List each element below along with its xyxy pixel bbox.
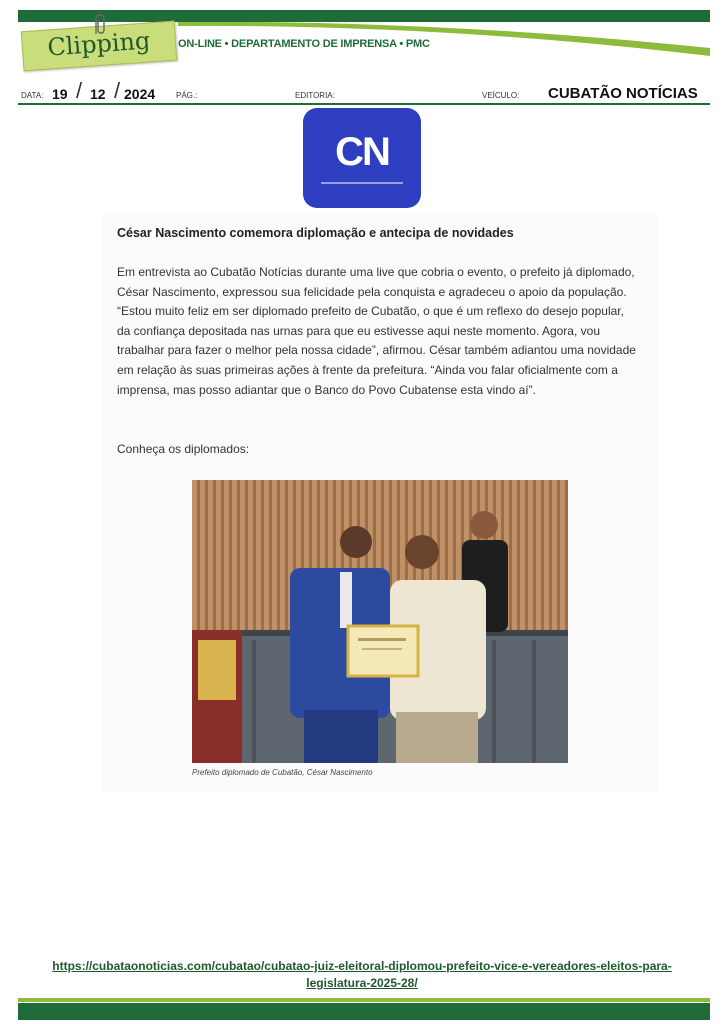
photo-caption: Prefeito diplomado de Cubatão, César Nascimento <box>192 768 373 777</box>
footer-light-stripe <box>18 998 710 1002</box>
header-top-bar <box>18 10 710 22</box>
date-month: 12 <box>90 86 106 102</box>
meta-divider <box>18 103 710 105</box>
date-label: DATA: <box>21 91 44 100</box>
clipping-logo-text: Clipping <box>46 26 152 62</box>
clipping-meta-row <box>18 80 710 104</box>
veiculo-name: CUBATÃO NOTÍCIAS <box>548 85 698 102</box>
date-separator: / <box>114 78 121 103</box>
cn-logo-letters: CN <box>335 130 389 174</box>
department-title: ON-LINE • DEPARTAMENTO DE IMPRENSA • PMC <box>178 38 430 50</box>
source-url-link[interactable]: https://cubataonoticias.com/cubatao/cubatao-juiz-eleitoral-diplomou-prefeito-vice-e-vereadores-eleitos-para-legislatura-2025-28/ <box>52 959 672 990</box>
article-body: Em entrevista ao Cubatão Notícias durante uma live que cobria o evento, o prefeito já diplomado, César Nascimento, expressou sua felicidade pela conquista e agradeceu o apoio da população. “Estou muito feliz em ser diplomado prefeito de Cubatão, o que é um reflexo do desejo popular, da confiança depositada nas urnas para que eu estivesse aqui neste momento. Agora, vou trabalhar para fazer o melhor pela nossa cidade”, afirmou. César também adiantou uma novidade em relação às suas primeiras ações à frente da prefeitura. “Ainda vou falar oficialmente com a imprensa, mas posso adiantar que o Banco do Povo Cubatense esta vindo aí”. <box>117 265 636 397</box>
date-separator: / <box>76 78 83 103</box>
article-headline: César Nascimento comemora diplomação e antecipa de novidades <box>117 226 514 240</box>
article-conheca: Conheça os diplomados: <box>117 442 250 456</box>
page-label: PÁG.: <box>176 91 198 100</box>
date-day: 19 <box>52 86 68 102</box>
cn-logo-underline <box>321 182 403 184</box>
footer-bar <box>18 1003 710 1020</box>
paperclip-icon <box>92 14 108 36</box>
editoria-label: EDITORIA: <box>295 91 335 100</box>
veiculo-label: VEÍCULO: <box>482 91 520 100</box>
cn-logo <box>303 108 421 208</box>
article-photo <box>192 480 568 763</box>
date-year: 2024 <box>124 86 156 102</box>
